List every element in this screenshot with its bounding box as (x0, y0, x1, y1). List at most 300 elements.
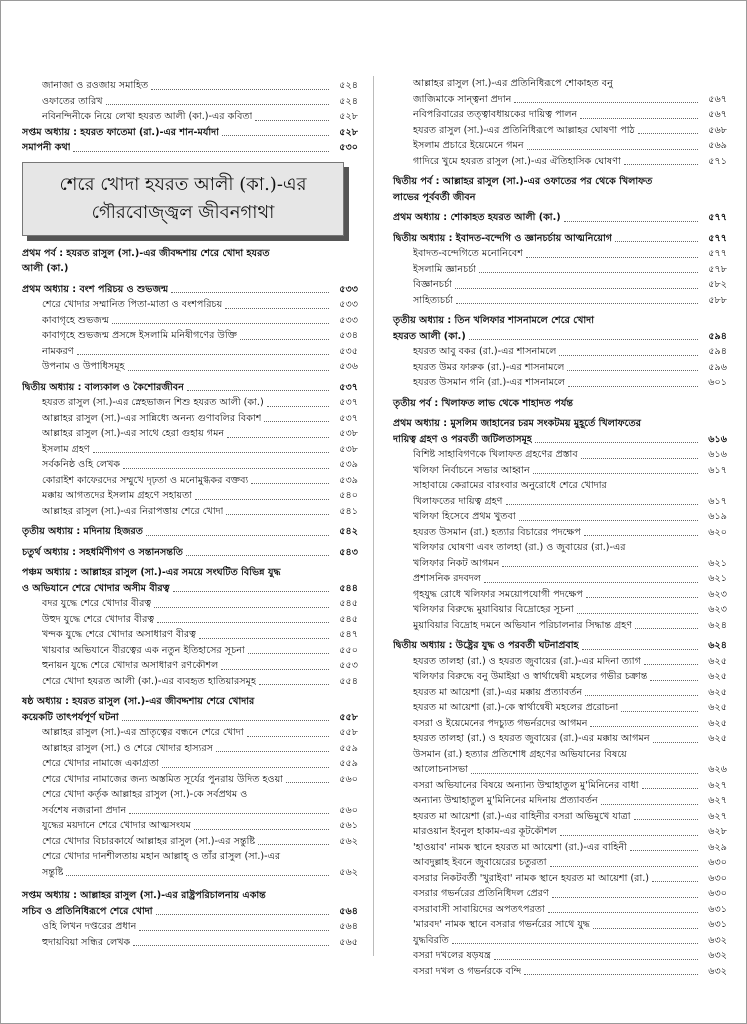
dot-leader (255, 120, 329, 121)
toc-entry-title: ওহি লিখন দপ্তরের প্রধান (42, 921, 137, 932)
toc-page-number: ৫২৪ (339, 80, 358, 91)
dot-leader (259, 684, 329, 685)
dot-leader (527, 149, 698, 150)
toc-heading-text: তৃতীয় পর্ব : খিলাফত লাভ থেকে শাহাদত পর্যন্ত (393, 397, 573, 409)
toc-entry (393, 360, 727, 376)
toc-page-number: ৫৩৩ (339, 299, 358, 310)
toc-entry-title: শেরে খোদার সম্মানিত পিতা-মাতা ও বংশপরিচয় (42, 299, 223, 310)
dot-leader (286, 782, 329, 783)
dot-leader (519, 520, 698, 521)
toc-entry (393, 886, 727, 902)
toc-heading (22, 545, 358, 561)
toc-entry-title: বিশিষ্ট সাহাবিগণকে খিলাফত গ্রহণের প্রস্তাব (413, 449, 578, 460)
toc-entry (22, 596, 358, 612)
toc-entry (22, 741, 358, 757)
dot-leader (582, 649, 698, 650)
toc-entry-text: আল্লাহর রাসুল (সা.)-এর প্রতিনিধিরূপে শোকাহত বনু (413, 78, 613, 89)
toc-heading (22, 125, 358, 141)
dot-leader (456, 303, 698, 304)
toc-entry-title: উহুদ যুদ্ধে শেরে খোদার বীরত্ব (42, 613, 155, 625)
toc-entry-title: মারওয়ান ইবনুল হাকাম-এর কূটকৌশল (413, 826, 557, 837)
dot-leader (162, 767, 329, 768)
toc-entry-title: দ্বিতীয় অধ্যায় : উষ্ট্রের যুদ্ধ ও পরবর্তী ঘটনাপ্রবাহ (393, 640, 579, 651)
dot-leader (586, 597, 698, 598)
toc-heading (393, 210, 727, 226)
toc-heading-text: লাভের পূর্ববর্তী জীবন (393, 191, 476, 203)
toc-page-number: ৫৪১ (339, 505, 358, 517)
toc-entry-title: ইসলাম প্রচারে ইয়েমেনে গমন (413, 140, 524, 151)
toc-page-number: ৫২৪ (339, 95, 358, 107)
toc-page-number: ৫৫৯ (339, 742, 358, 754)
dot-leader (590, 726, 698, 727)
toc-heading-text: তৃতীয় অধ্যায় : তিন খলিফার শাসনামলে শেরে খোদা (393, 315, 594, 326)
toc-entry (22, 865, 358, 881)
dot-leader (635, 628, 698, 629)
toc-entry-title: কয়েকটি তাৎপর্যপূর্ণ ঘটনা (22, 711, 119, 723)
toc-entry-title: হযরত তালহা (রা.) ও হযরত জুবায়ের (রা.)-এর মক্কায় আগমন (413, 733, 650, 744)
dot-leader (151, 89, 329, 90)
toc-page-number: ৫৭৭ (708, 212, 727, 223)
dot-leader (484, 582, 698, 583)
toc-entry (393, 447, 727, 463)
dot-leader (644, 664, 698, 665)
toc-page-number: ৫৫৩ (339, 660, 358, 671)
toc-heading (393, 231, 727, 247)
toc-entry-title: আলোচনাসভা (413, 764, 468, 775)
toc-page-number: ৫৩৭ (339, 381, 358, 393)
toc-entry-title: শেরে খোদা হযরত আলী (কা.)-এর ব্যবহৃত হাতিয়ারসমূহ (42, 675, 257, 687)
toc-entry (22, 919, 358, 935)
dot-leader (524, 974, 698, 975)
toc-page-number: ৫৬৭ (708, 93, 727, 105)
toc-entry (393, 902, 727, 918)
toc-page-number: ৫৭৮ (708, 263, 727, 275)
toc-page-number: ৬২৭ (708, 779, 727, 791)
toc-heading-text: সপ্তম অধ্যায় : আল্লাহর রাসুল (সা.)-এর রাষ্ট্রপরিচালনায় একান্ত (22, 890, 266, 901)
dot-leader (535, 442, 698, 443)
toc-entry-title: আবদুল্লাহ ইবনে জুবায়েরের চতুরতা (413, 857, 547, 868)
dot-leader (567, 370, 698, 371)
toc-page-number: ৬২৩ (708, 604, 727, 615)
toc-entry (393, 154, 727, 170)
toc-page-number: ৫৫৯ (339, 758, 358, 769)
toc-page-number: ৬৩১ (708, 919, 727, 930)
toc-entry (393, 92, 727, 108)
toc-page-number: ৫৮৮ (708, 294, 727, 306)
dot-leader (129, 813, 329, 814)
toc-entry (393, 731, 727, 747)
dot-leader (494, 959, 698, 960)
dot-leader (251, 483, 329, 484)
toc-entry-title: 'মারবদ' নামক স্থানে বসরার গভর্নরের সাথে যুদ্ধ (413, 919, 590, 930)
toc-page-number: ৬২৫ (708, 671, 727, 682)
toc-page-number: ৬২৯ (708, 841, 727, 853)
toc-entry (393, 840, 727, 856)
toc-entry-title: প্রথম অধ্যায় : শোকাহত হযরত আলী (কা.) (393, 212, 561, 223)
toc-entry (22, 78, 358, 94)
toc-page-number: ৫৪৫ (339, 598, 358, 609)
toc-entry-title: বিজ্ঞানচর্চা (413, 279, 452, 290)
dot-leader (548, 912, 698, 913)
dot-leader (171, 292, 329, 293)
toc-page-number: ৬৩২ (708, 965, 727, 977)
toc-page-number: ৬২০ (708, 526, 727, 538)
toc-page-number: ৫৬৯ (708, 140, 727, 151)
toc-entry-title: দায়িত্ব গ্রহণ ও পরবর্তী জটিলতাসমূহ (393, 433, 532, 445)
toc-entry (22, 627, 358, 643)
toc-entry (22, 725, 358, 741)
dot-leader (580, 118, 698, 119)
toc-entry (22, 803, 358, 819)
toc-entry (22, 756, 358, 772)
toc-page-number: ৫৩৭ (339, 412, 358, 424)
toc-entry-title: খায়বার অভিযানে বীরত্বের এক নতুন ইতিহাসের সূচনা (42, 644, 245, 656)
toc-entry-title: খলিফার নিকট আগমন (413, 557, 500, 569)
toc-page-number: ৫৩৯ (339, 459, 358, 470)
toc-entry-title: বসরা দখলের ষড়যন্ত্র (413, 950, 491, 961)
toc-entry-title: মক্কায় আগতদের ইসলাম গ্রহণে সহায়তা (42, 490, 193, 501)
toc-entry-title: যুদ্ধের ময়দানে শেরে খোদার আত্মসংযম (42, 820, 191, 831)
dot-leader (634, 819, 698, 820)
toc-page-number: ৫৩৩ (339, 314, 358, 326)
toc-entry (22, 674, 358, 690)
dot-leader (154, 607, 329, 608)
toc-page-number: ৬২৫ (708, 686, 727, 698)
dot-leader (139, 930, 329, 931)
toc-entry (393, 375, 727, 391)
toc-page-number: ৬২৫ (708, 733, 727, 744)
toc-entry-title: খলিফা নির্বাচনে সভার আহ্বান (413, 464, 530, 476)
toc-entry-title: মুয়াবিয়ার বিদ্রোহ দমনে অভিযান পরিচালনার সিদ্ধান্ত গ্রহণ (413, 619, 633, 631)
dot-leader (638, 133, 698, 134)
toc-entry-title: ইসলাম গ্রহণ (42, 443, 90, 455)
toc-page-number: ৬২৪ (708, 619, 727, 631)
toc-heading-text: ষষ্ঠ অধ্যায় : হযরত রাসুল (সা.)-এর জীবদ্দশায় শেরে খোদার (22, 696, 255, 707)
toc-entry-title: শেরে খোদার নামাজের জন্য অস্তমিত সূর্যের পুনরায় উদিত হওয়া (42, 773, 284, 785)
dot-leader (267, 406, 329, 407)
toc-page-number: ৫৩৮ (339, 443, 358, 455)
toc-page-number: ৫৪৭ (339, 629, 358, 640)
toc-entry-title: 'হাওয়াব' নামক স্থানে হযরত মা আয়েশা (রা.)-এর বাহিনী (413, 841, 627, 853)
dot-leader (187, 390, 329, 391)
toc-entry (22, 834, 358, 850)
dot-leader (199, 638, 329, 639)
toc-entry-title: দ্বিতীয় অধ্যায় : বাল্যকাল ও কৈশোরজীবন (22, 381, 184, 393)
dot-leader (222, 135, 329, 136)
dot-leader (186, 555, 329, 556)
toc-entry-title: হযরত আবু বকর (রা.)-এর শাসনামলে (413, 346, 557, 357)
dot-leader (469, 339, 698, 340)
toc-page-number: ৬২৫ (708, 655, 727, 667)
toc-entry (393, 793, 727, 809)
toc-entry-title: যুদ্ধবিরতি (413, 934, 449, 946)
dot-leader (248, 653, 329, 654)
section-title-line-2: গৌরবোজ্জ্বল জীবনগাথা (91, 201, 275, 223)
toc-entry-title: কোরাইশ কাফেরদের সম্মুখে দৃঢ়তা ও মনোমুগ্ধকর বক্তব্য (42, 474, 249, 486)
toc-entry-title: সর্বকনিষ্ঠ ওহি লেখক (42, 459, 121, 470)
toc-page-number: ৬২৭ (708, 795, 727, 806)
toc-entry-title: বসরা ও ইয়েমেনের পদচ্যুত গভর্নরদের আগমন (413, 717, 588, 729)
toc-page-number: ৫৬০ (339, 773, 358, 785)
toc-entry-title: সপ্তম অধ্যায় : হযরত ফাতেমা (রা.)-এর শান-মর্যাদা (22, 126, 219, 138)
toc-entry (393, 669, 727, 685)
toc-entry (393, 685, 727, 701)
toc-entry-title: প্রশাসনিক রদবদল (413, 573, 482, 584)
toc-entry (22, 344, 358, 360)
toc-entry-title: হযরত মা আয়েশা (রা.)-এর বাহিনীর বসরা অভিমুখে যাত্রা (413, 810, 631, 822)
toc-entry (393, 809, 727, 825)
toc-entry-title: ও অভিযানে শেরে খোদার অসীম বীরত্ব (22, 582, 170, 594)
toc-entry-title: গাদিরে খুমে হযরত রাসুল (সা.)-এর ঐতিহাসিক ঘোষণা (413, 155, 621, 167)
toc-entry (22, 426, 358, 442)
toc-entry-title: বসরার গভর্নরের প্রতিনিধিদল প্রেরণ (413, 888, 549, 899)
toc-entry-title: খলিফার বিরুদ্ধে মুয়াবিয়ার বিদ্রোহের সূচনা (413, 604, 574, 615)
toc-entry-title: হযরত রাসুল (সা.)-এর প্রতিনিধিরূপে আল্লাহর ঘোষণা পাঠ (413, 124, 635, 136)
toc-entry-title: অন্যান্য উম্মাহাতুল মু'মিনিনের মদিনায় প্রত্যাবর্তন (413, 795, 598, 806)
toc-entry-title: নামকরণ (42, 345, 74, 357)
toc-entry-title: নবিপরিবারের তত্ত্বাবধায়কের দায়িত্ব পালন (413, 109, 578, 120)
dot-leader (258, 844, 329, 845)
left-main-entries (22, 246, 358, 951)
toc-entry (393, 571, 727, 587)
toc-heading-text: পঞ্চম অধ্যায় : আল্লাহর রাসুল (সা.)-এর সময়ে সংঘটিত বিভিন্ন যুদ্ধ (22, 567, 281, 578)
toc-entry (393, 107, 727, 123)
toc-page-number: ৬৩০ (708, 857, 727, 868)
toc-page-number: ৬২১ (708, 573, 727, 584)
dot-leader (112, 323, 329, 324)
toc-entry-title: আল্লাহর রাসুল (সা.)-এর সাথে হেরা গুহায় গমন (42, 428, 225, 439)
toc-heading (22, 524, 358, 540)
toc-entry (393, 964, 727, 980)
toc-entry-title: আল্লাহর রাসুল (সা.) ও শেরে খোদার হাস্যরস (42, 742, 214, 754)
toc-entry-title: ওফাতের তারিখ (42, 95, 103, 107)
toc-entry (393, 123, 727, 139)
toc-entry (22, 297, 358, 313)
toc-page-number: ৫৩৬ (339, 361, 358, 372)
dot-leader (479, 272, 698, 273)
toc-page-number: ৫৮২ (708, 279, 727, 290)
dot-leader (585, 695, 698, 696)
toc-page-number: ৫৫৪ (339, 675, 358, 687)
dot-leader (552, 897, 698, 898)
right-column (393, 76, 727, 979)
toc-heading (393, 638, 727, 654)
dot-leader (560, 835, 698, 836)
dot-leader (225, 308, 329, 309)
toc-entry-title: দ্বিতীয় অধ্যায় : ইবাদত-বন্দেগি ও জ্ঞানচর্চায় আত্মনিয়োগ (393, 232, 613, 244)
toc-page-number: ৬০১ (708, 377, 727, 388)
right-entries (393, 76, 727, 979)
toc-entry-title: শেরে খোদার বিচারকার্যে আল্লাহর রাসুল (সা.)-এর সন্তুষ্টি (42, 835, 256, 847)
toc-page-number: ৬২৬ (708, 764, 727, 775)
dot-leader (559, 355, 698, 356)
toc-entry (393, 556, 727, 572)
toc-page-number: ৫৪৪ (339, 582, 358, 594)
toc-page-number: ৬২৭ (708, 810, 727, 822)
toc-entry-title: বসরার নিকটবর্তী 'খুরাইবা' নামক স্থানে হযরত মা আয়েশা (রা.) (413, 872, 650, 884)
toc-entry (22, 488, 358, 504)
toc-entry-title: বসরাবাসী সাবায়িদের অপতৎপরতা (413, 903, 545, 915)
toc-heading (22, 710, 358, 726)
toc-heading-text: আলী (কা.) (22, 263, 69, 274)
toc-page-number: ৫৩৮ (339, 428, 358, 439)
toc-entry-title: হযরত উমর ফারুক (রা.)-এর শাসনামলে (413, 361, 565, 373)
toc-entry-text: সাহাবায়ে কেরামের বারংবার অনুরোধে শেরে খোদার (413, 480, 607, 491)
toc-entry (393, 855, 727, 871)
toc-page-number: ৫৩৩ (339, 283, 358, 295)
toc-entry-title: জাজিমাকে সান্ত্বনা প্রদান (413, 93, 512, 105)
dot-leader (568, 386, 698, 387)
toc-entry (22, 935, 358, 951)
toc-entry (22, 643, 358, 659)
toc-page-number: ৫৬০ (339, 804, 358, 816)
toc-entry (393, 871, 727, 887)
toc-page-number: ৫২৮ (339, 111, 358, 122)
toc-entry (393, 494, 727, 510)
toc-entry-title: সচিব ও প্রতিনিধিরূপে শেরে খোদা (22, 905, 153, 917)
toc-page-number: ৫৪০ (339, 490, 358, 501)
column-divider (373, 76, 374, 956)
dot-leader (122, 720, 329, 721)
dot-leader (77, 354, 329, 355)
toc-heading (22, 282, 358, 298)
toc-entry-title: আল্লাহর রাসুল (সা.)-এর নিরাপত্তায় শেরে খোদা (42, 505, 224, 517)
toc-page-number: ৫৫৮ (339, 727, 358, 738)
toc-page-number: ৫৬৭ (708, 109, 727, 120)
toc-page-number: ৫৬৪ (339, 921, 358, 932)
toc-page-number: ৬২৫ (708, 717, 727, 729)
dot-leader (93, 452, 329, 453)
toc-entry (393, 138, 727, 154)
dot-leader (652, 881, 698, 882)
toc-entry (22, 818, 358, 834)
dot-leader (502, 566, 698, 567)
toc-page-number: ৬১৯ (708, 511, 727, 522)
toc-page-number: ৬২৮ (708, 826, 727, 837)
toc-entry-title: ইবাদত-বন্দেগিতে মনোনিবেশ (413, 248, 523, 259)
toc-heading-text: প্রথম পর্ব : হযরত রাসুল (সা.)-এর জীবদ্দশায় শেরে খোদা হযরত (22, 247, 270, 259)
toc-page-number: ৫৩৪ (339, 330, 358, 341)
toc-entry (22, 313, 358, 329)
toc-page-number: ৬২৫ (708, 702, 727, 713)
toc-entry (393, 509, 727, 525)
toc-entry (393, 602, 727, 618)
toc-heading (22, 140, 358, 156)
toc-page-number: ৫২৮ (339, 126, 358, 138)
dot-leader (66, 875, 329, 876)
toc-entry (393, 246, 727, 262)
toc-entry-text: শেরে খোদা কর্তৃক আল্লাহর রাসুল (সা.)-কে সর্বপ্রথম ও (42, 789, 248, 800)
toc-page-number: ৫৫৮ (339, 711, 358, 723)
toc-page-number: ৫৫০ (339, 644, 358, 656)
toc-page-number: ৬৩১ (708, 903, 727, 915)
left-column (22, 78, 358, 950)
toc-entry-title: হযরত উসমান (রা.) হত্যার বিচারের পদক্ষেপ (413, 526, 581, 538)
dot-leader (221, 669, 329, 670)
toc-entry-title: হুনায়ন যুদ্ধে শেরে খোদার অসাধারণ রণকৌশল (42, 660, 219, 671)
spacer (22, 880, 358, 888)
dot-leader (173, 591, 329, 592)
toc-entry-title: সাহিত্যচর্চা (413, 294, 454, 306)
toc-entry (393, 618, 727, 634)
toc-page-number: ৫৬২ (339, 835, 358, 847)
toc-heading-text: দ্বিতীয় পর্ব : আল্লাহর রাসুল (সা.)-এর ওফাতের পর থেকে খিলাফত (393, 176, 653, 187)
toc-page-number: ৬৩০ (708, 872, 727, 884)
dot-leader (653, 742, 698, 743)
toc-page-number: ৬১৭ (708, 495, 727, 507)
left-top-entries (22, 78, 358, 156)
dot-leader (526, 257, 698, 258)
toc-entry-title: উপনাম ও উপাধিসমূহ (42, 361, 125, 372)
toc-page-number: ৬২৩ (708, 588, 727, 600)
toc-entry-text: উসমান (রা.) হত্যার প্রতিশোধ গ্রহণের অভিযানের বিষয়ে (413, 748, 627, 760)
toc-entry (393, 463, 727, 479)
toc-entry-title: প্রথম অধ্যায় : বংশ পরিচয় ও শুভজন্ম (22, 283, 169, 295)
toc-entry-text: শেরে খোদার দানশীলতায় মহান আল্লাহ্ ও তাঁর রাসুল (সা.)-এর (42, 851, 281, 862)
section-title-line-1: শেরে খোদা হযরত আলী (কা.)-এর (59, 173, 307, 195)
toc-entry-title: কাবাগৃহে শুভজন্ম (42, 314, 110, 326)
dot-leader (194, 829, 329, 830)
toc-heading (22, 904, 358, 920)
toc-page-number: ৫৪৩ (339, 546, 358, 558)
toc-entry (22, 473, 358, 489)
dot-leader (577, 613, 698, 614)
toc-entry-title: খলিফার বিরুদ্ধে বনু উমাইয়া ও স্বার্থান্বেষী মহলের গভীর চক্রান্ত (413, 671, 648, 682)
toc-entry-title: সর্বশেষ নজরানা প্রদান (42, 804, 127, 816)
toc-entry-title: জানাজা ও রওজায় সমাহিত (42, 80, 149, 91)
dot-leader (615, 241, 698, 242)
dot-leader (601, 804, 698, 805)
toc-page-number: ৫৬২ (339, 866, 358, 878)
toc-page-number: ৫৬৫ (339, 936, 358, 948)
dot-leader (106, 104, 329, 105)
toc-entry (22, 658, 358, 674)
toc-page-number: ৫৯৪ (708, 346, 727, 357)
toc-entry (393, 700, 727, 716)
dot-leader (593, 928, 698, 929)
toc-page-number: ৫৭৭ (708, 248, 727, 259)
toc-entry (22, 109, 358, 125)
toc-entry-title: নবিনন্দিনীকে নিয়ে লেখা হযরত আলী (কা.)-এর কবিতা (42, 111, 253, 122)
dot-leader (630, 850, 698, 851)
toc-page-number: ৫৩০ (339, 142, 358, 153)
toc-entry (393, 716, 727, 732)
dot-leader (216, 751, 329, 752)
toc-page-number: ৫৯৪ (708, 330, 727, 342)
toc-page-number: ৬৩২ (708, 934, 727, 946)
toc-entry-title: গৃহযুদ্ধ রোধে খলিফার সময়োপযোগী পদক্ষেপ (413, 588, 583, 600)
toc-entry (393, 277, 727, 293)
toc-heading (22, 380, 358, 396)
toc-entry (393, 525, 727, 541)
toc-entry (393, 824, 727, 840)
toc-page-number: ৬৩২ (708, 950, 727, 961)
toc-entry-title: হযরত উসমান গনি (রা.)-এর শাসনামলে (413, 377, 565, 388)
toc-entry-title: কাবাগৃহে শুভজন্ম প্রসঙ্গে ইসলামি মনিষীগণের উক্তি (42, 330, 237, 341)
toc-entry (393, 262, 727, 278)
toc-entry-title: আল্লাহর রাসুল (সা.)-এর সান্নিধ্যে অনন্য গুণাবলির বিকাশ (42, 412, 262, 424)
dot-leader (581, 458, 698, 459)
toc-entry-title: হুদায়বিয়া সন্ধির লেখক (42, 936, 131, 948)
dot-leader (584, 535, 698, 536)
dot-leader (642, 788, 698, 789)
dot-leader (452, 943, 698, 944)
dot-leader (146, 535, 329, 536)
toc-entry-title: খিলাফতের দায়িত্ব গ্রহণ (413, 495, 503, 507)
toc-page-number: ৫৩৫ (339, 345, 358, 357)
toc-heading (22, 581, 358, 597)
toc-entry (22, 772, 358, 788)
